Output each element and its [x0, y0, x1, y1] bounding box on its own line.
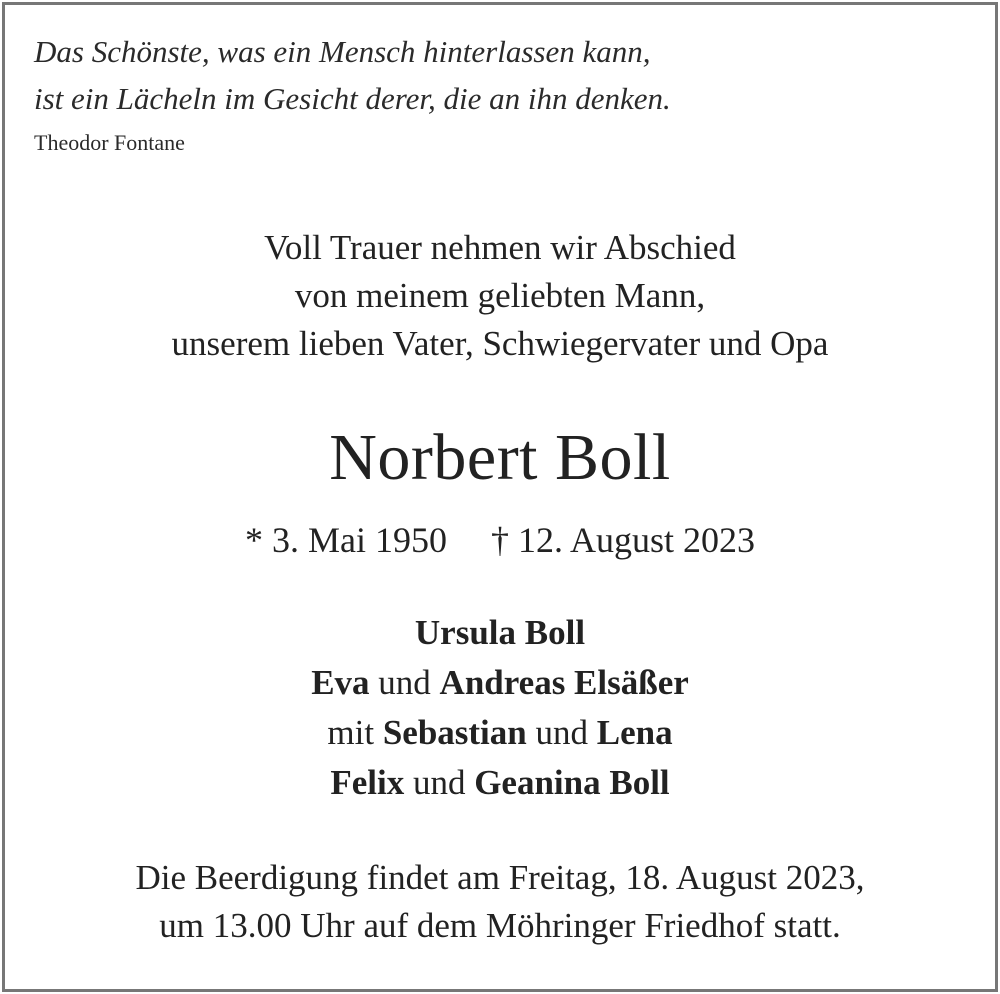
funeral-info — [0, 854, 1000, 950]
mourner-name: Andreas Elsäßer — [439, 663, 689, 702]
mourner-row-4 — [0, 758, 1000, 808]
mourner-name: Ursula Boll — [414, 613, 586, 652]
funeral-line-2: um 13.00 Uhr auf dem Möhringer Friedhof statt. — [159, 906, 841, 945]
connector-text: und — [526, 713, 597, 752]
deceased-name: Norbert Boll — [329, 421, 671, 494]
intro-line-2: von meinem geliebten Mann, — [294, 276, 706, 315]
mourner-name: Felix — [330, 763, 405, 802]
death-date: † 12. August 2023 — [490, 520, 756, 560]
life-dates — [0, 516, 1000, 564]
mourner-name: Lena — [596, 713, 673, 752]
mourner-name: Geanina Boll — [474, 763, 670, 802]
intro-text — [0, 224, 1000, 368]
quote-line-2: ist ein Lächeln im Gesicht derer, die an ihn denken. — [34, 81, 671, 116]
mourner-name: Sebastian — [382, 713, 527, 752]
mourner-row-2 — [0, 658, 1000, 708]
funeral-line-1: Die Beerdigung findet am Freitag, 18. August 2023, — [135, 858, 865, 897]
mourner-row-3 — [0, 708, 1000, 758]
mourner-name: Eva — [311, 663, 370, 702]
connector-text: und — [369, 663, 440, 702]
mourners-list — [0, 608, 1000, 808]
intro-line-3: unserem lieben Vater, Schwiegervater und Opa — [171, 324, 829, 363]
quote-author: Theodor Fontane — [34, 130, 185, 155]
mourner-row-1 — [0, 608, 1000, 658]
connector-text: und — [404, 763, 475, 802]
connector-text: mit — [327, 713, 383, 752]
quote-line-1: Das Schönste, was ein Mensch hinterlassen kann, — [34, 34, 651, 69]
quote — [34, 28, 671, 122]
intro-line-1: Voll Trauer nehmen wir Abschied — [264, 228, 736, 267]
birth-date: * 3. Mai 1950 — [244, 520, 447, 560]
